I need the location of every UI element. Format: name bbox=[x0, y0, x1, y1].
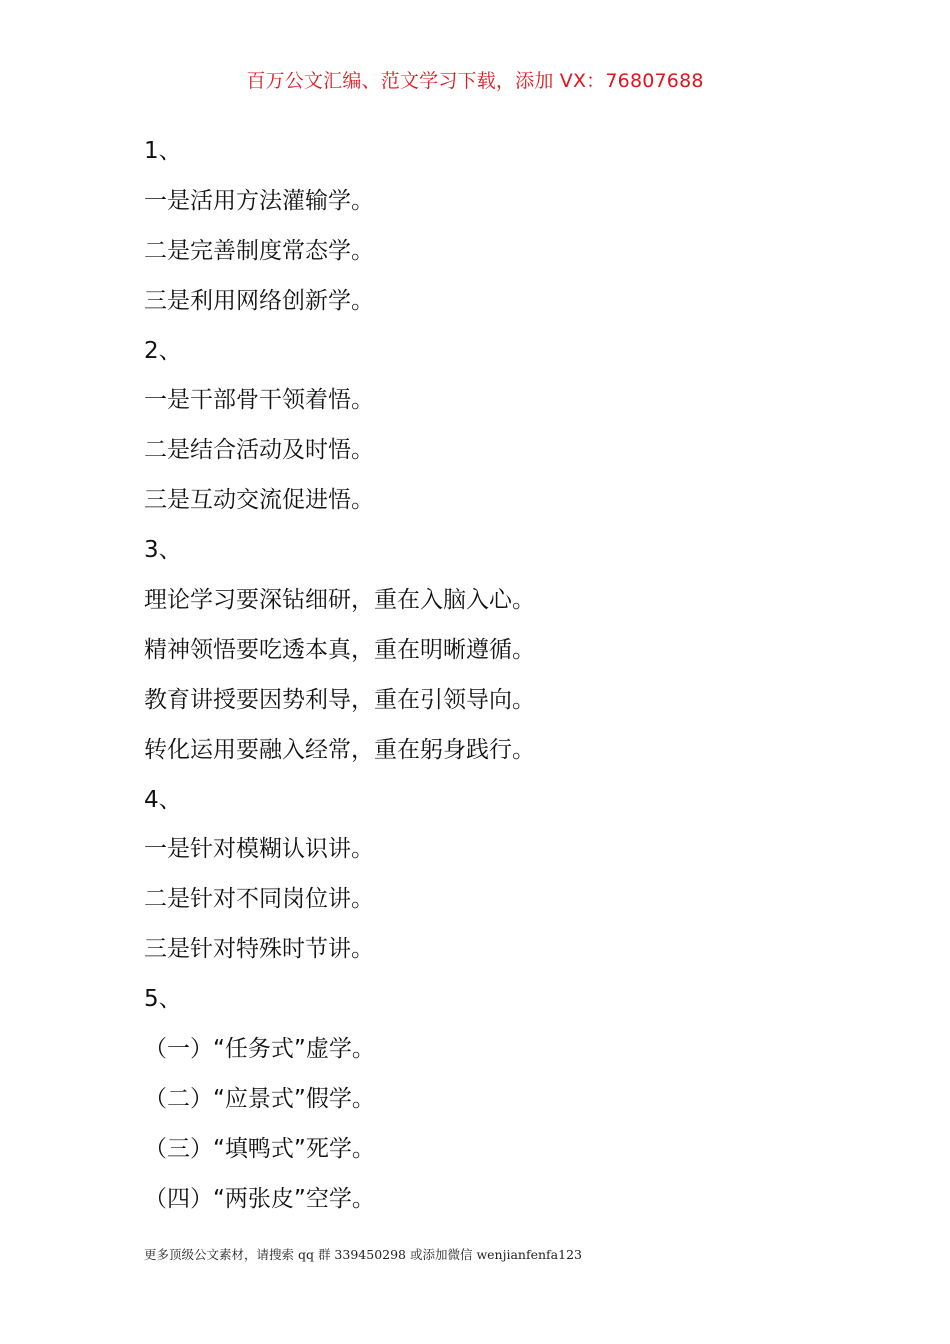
body-line: 二是结合活动及时悟。 bbox=[144, 437, 374, 464]
section-number-4: 4、 bbox=[144, 786, 182, 813]
section-number-1: 1、 bbox=[144, 138, 182, 164]
body-line: （三）“填鸭式”死学。 bbox=[144, 1135, 375, 1162]
document-body bbox=[144, 135, 844, 1233]
body-line: 转化运用要融入经常，重在躬身践行。 bbox=[144, 736, 535, 763]
section-number-3: 3、 bbox=[144, 537, 182, 564]
body-line: （一）“任务式”虚学。 bbox=[144, 1036, 375, 1063]
body-line: （二）“应景式”假学。 bbox=[144, 1085, 375, 1112]
footer-note: 更多顶级公文素材，请搜索 qq 群 339450298 或添加微信 wenjianfenfa123 bbox=[144, 1247, 582, 1262]
body-line: 理论学习要深钻细研，重在入脑入心。 bbox=[144, 587, 535, 614]
body-line: 一是活用方法灌输学。 bbox=[144, 187, 374, 214]
body-line: 二是针对不同岗位讲。 bbox=[144, 886, 374, 913]
body-line: （四）“两张皮”空学。 bbox=[144, 1185, 375, 1212]
body-line: 三是互动交流促进悟。 bbox=[144, 487, 374, 514]
body-line: 一是针对模糊认识讲。 bbox=[144, 836, 374, 863]
body-line: 二是完善制度常态学。 bbox=[144, 237, 374, 264]
section-number-5: 5、 bbox=[144, 986, 182, 1013]
body-line: 精神领悟要吃透本真，重在明晰遵循。 bbox=[144, 636, 535, 663]
body-line: 三是利用网络创新学。 bbox=[144, 287, 374, 314]
body-line: 教育讲授要因势利导，重在引领导向。 bbox=[144, 686, 535, 713]
body-line: 三是针对特殊时节讲。 bbox=[144, 936, 374, 963]
watermark-header: 百万公文汇编、范文学习下载，添加 VX：76807688 bbox=[246, 70, 704, 92]
body-line: 一是干部骨干领着悟。 bbox=[144, 387, 374, 414]
section-number-2: 2、 bbox=[144, 337, 182, 364]
